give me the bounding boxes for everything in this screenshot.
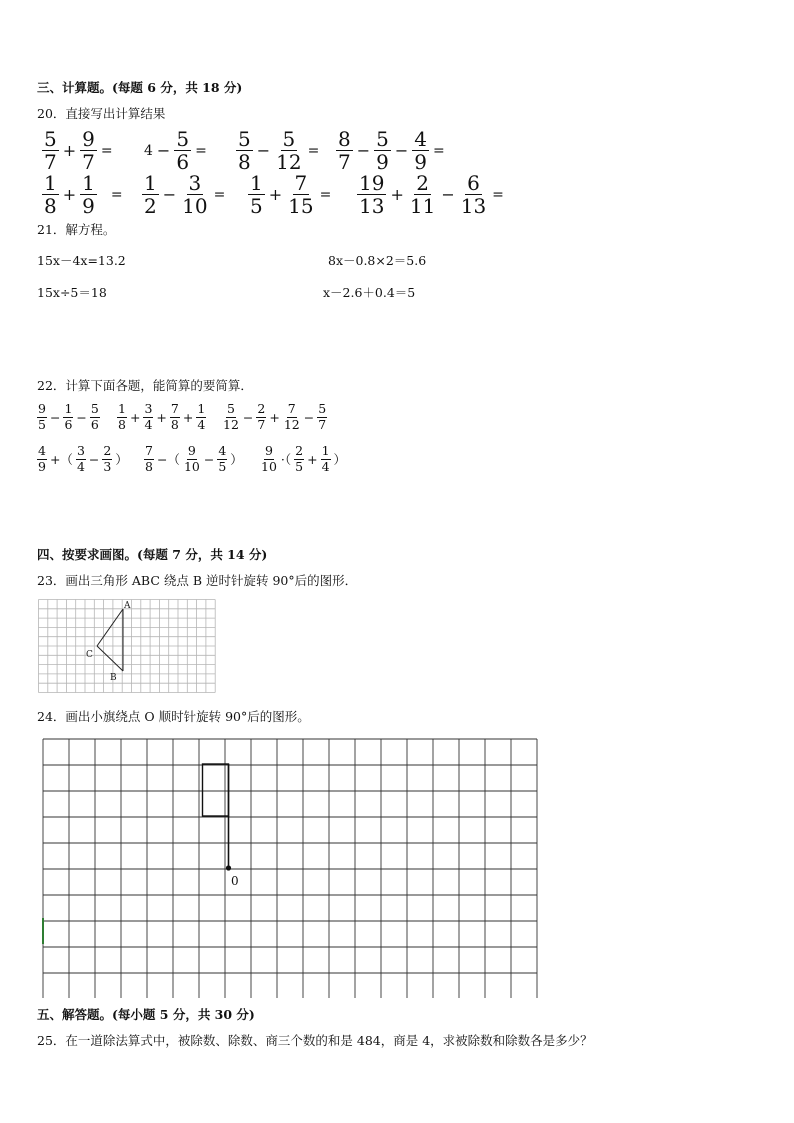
fraction: $\frac{5}{6}$ [176,127,190,174]
q21-equation-1: 15x－4x=13.2 [37,253,126,268]
q22-expr-r1-2: $\frac{1}{8}$ + $\frac{3}{4}$ + $\frac{7}{8}$ + $\frac{1}{4}$ [118,401,206,432]
q21-equation-4: x－2.6＋0.4＝5 [323,285,416,300]
fraction: $\frac{5}{12}$ [276,127,302,174]
fraction: $\frac{7}{12}$ [283,401,300,432]
fraction: $\frac{9}{10}$ [183,443,200,474]
q24-grid-figure [42,738,546,998]
fraction: $\frac{5}{12}$ [223,401,239,432]
q20-expr-r1-2: 4 − $\frac{5}{6}$ = [144,127,207,174]
section4-title: 四、按要求画图。(每题 7 分，共 14 分) [37,547,268,562]
fraction: $\frac{2}{7}$ [257,401,266,432]
fraction: $\frac{9}{10}$ [261,443,277,474]
fraction: $\frac{19}{13}$ [359,171,385,218]
q22-expr-r2-1: $\frac{4}{9}$ +（ $\frac{3}{4}$ − $\frac{2}{3}$ ） [38,443,128,474]
fraction: $\frac{1}{8}$ [118,401,126,432]
q22-label: 22．计算下面各题，能简算的要简算． [37,378,253,393]
q22-expr-r2-3: $\frac{9}{10}$ ·（ $\frac{2}{5}$ + $\frac{1}{4}$ ） [261,443,347,474]
q20-expr-r2-3: $\frac{1}{5}$ + $\frac{7}{15}$ = [250,171,332,218]
fraction: $\frac{4}{5}$ [218,443,227,474]
q24-grid [43,739,537,998]
q23-grid-figure [38,599,218,696]
fraction: $\frac{7}{8}$ [145,443,153,474]
fraction: $\frac{2}{11}$ [409,171,436,218]
fraction: $\frac{7}{15}$ [288,171,314,218]
fraction: $\frac{7}{8}$ [170,401,179,432]
q22-expr-r1-3: $\frac{5}{12}$ − $\frac{2}{7}$ + $\frac{7}{12}$ − $\frac{5}{7}$ [223,401,327,432]
point-b-label: B [110,673,117,683]
fraction: $\frac{1}{9}$ [82,171,95,218]
q22-expr-r1-1: $\frac{9}{5}$ − $\frac{1}{6}$ − $\frac{5}{6}$ [38,401,99,432]
fraction: $\frac{5}{7}$ [44,127,57,174]
q20-expr-r1-4: $\frac{8}{7}$ − $\frac{5}{9}$ − $\frac{4}{9}$ = [338,127,445,174]
fraction: $\frac{2}{3}$ [103,443,112,474]
fraction: $\frac{5}{8}$ [238,127,251,174]
fraction: $\frac{5}{9}$ [376,127,389,174]
fraction: $\frac{9}{5}$ [38,401,46,432]
fraction: $\frac{6}{13}$ [460,171,487,218]
fraction: $\frac{1}{2}$ [144,171,157,218]
q20-label: 20．直接写出计算结果 [37,106,166,121]
point-o-label: 0 [231,874,239,888]
fraction: $\frac{3}{4}$ [144,401,153,432]
q25-label: 25．在一道除法算式中，被除数、除数、商三个数的和是 484，商是 4，求被除数和除数各是多少？ [37,1033,593,1048]
point-c-label: C [86,650,93,660]
triangle-side-cb [97,646,123,671]
q24-label: 24．画出小旗绕点 O 顺时针旋转 90°后的图形。 [37,709,310,724]
fraction: $\frac{8}{7}$ [338,127,351,174]
q20-expr-r1-3: $\frac{5}{8}$ − $\frac{5}{12}$ = [238,127,320,174]
q20-expr-r1-1: $\frac{5}{7}$ + $\frac{9}{7}$ = [44,127,113,174]
q20-expr-r2-4: $\frac{19}{13}$ + $\frac{2}{11}$ − $\frac{6}{13}$ = [359,171,504,218]
point-a-label: A [124,601,131,611]
section5-title: 五、解答题。(每小题 5 分，共 30 分) [37,1007,255,1022]
fraction: $\frac{1}{8}$ [44,171,57,218]
fraction: $\frac{1}{6}$ [64,401,73,432]
q21-equation-2: 8x－0.8×2＝5.6 [328,253,427,268]
fraction: $\frac{3}{10}$ [182,171,208,218]
q21-label: 21．解方程。 [37,222,116,237]
fraction: $\frac{9}{7}$ [82,127,95,174]
q23-label: 23．画出三角形 ABC 绕点 B 逆时针旋转 90°后的图形． [37,573,358,588]
fraction: $\frac{3}{4}$ [76,443,85,474]
fraction: $\frac{1}{5}$ [250,171,263,218]
fraction: $\frac{1}{4}$ [321,443,330,474]
point-o [226,865,231,870]
fraction: $\frac{2}{5}$ [295,443,304,474]
fraction: $\frac{4}{9}$ [414,127,428,174]
q23-grid [39,600,216,693]
q22-expr-r2-2: $\frac{7}{8}$ −（ $\frac{9}{10}$ − $\frac{4}{5}$ ） [145,443,243,474]
section3-title: 三、计算题。(每题 6 分，共 18 分) [37,80,243,95]
q20-expr-r2-1: $\frac{1}{8}$ + $\frac{1}{9}$ = [44,171,123,218]
fraction: $\frac{5}{6}$ [90,401,99,432]
fraction: $\frac{4}{9}$ [38,443,46,474]
fraction: $\frac{1}{4}$ [197,401,206,432]
q21-equation-3: 15x÷5＝18 [37,285,107,300]
q20-expr-r2-2: $\frac{1}{2}$ − $\frac{3}{10}$ = [144,171,226,218]
fraction: $\frac{5}{7}$ [318,401,327,432]
